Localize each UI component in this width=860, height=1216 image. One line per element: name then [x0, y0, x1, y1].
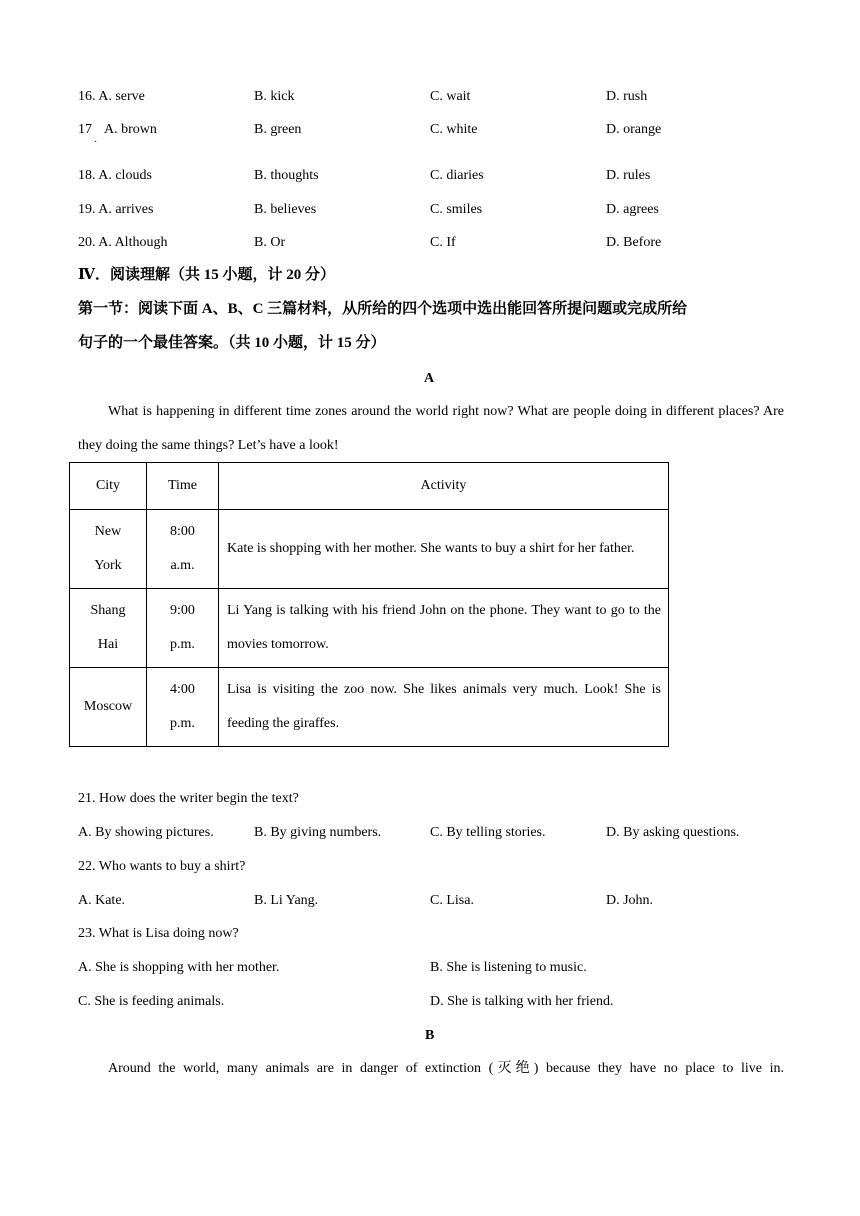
option-22b: B. Li Yang. — [254, 893, 319, 908]
part1-instruction-line1: 第一节：阅读下面 A、B、C 三篇材料，从所给的四个选项中选出能回答所提问题或完成所给 — [78, 301, 688, 317]
option-21a: A. By showing pictures. — [78, 825, 214, 840]
activity-table — [69, 462, 669, 747]
table-row — [70, 589, 669, 668]
option-19b: B. believes — [254, 202, 317, 217]
option-16d: D. rush — [606, 89, 648, 104]
stray-dot: · — [94, 137, 98, 148]
option-22a: A. Kate. — [78, 893, 126, 908]
header-city: City — [70, 463, 147, 510]
option-16a: 16. A. serve — [78, 89, 145, 104]
option-20d: D. Before — [606, 235, 662, 250]
option-19c: C. smiles — [430, 202, 483, 217]
header-activity: Activity — [219, 463, 669, 510]
cell-activity: Lisa is visiting the zoo now. She likes animals very much. Look! She is feeding the giraffes. — [219, 668, 669, 747]
option-21d: D. By asking questions. — [606, 825, 740, 840]
option-16b: B. kick — [254, 89, 295, 104]
option-20b: B. Or — [254, 235, 286, 250]
question-21: 21. How does the writer begin the text? — [78, 791, 299, 806]
option-21c: C. By telling stories. — [430, 825, 546, 840]
cell-time: 4:00 p.m. — [147, 668, 219, 747]
table-header-row — [70, 463, 669, 510]
option-18d: D. rules — [606, 168, 651, 183]
option-18c: C. diaries — [430, 168, 484, 183]
cell-activity: Kate is shopping with her mother. She wants to buy a shirt for her father. — [219, 510, 669, 589]
section-heading: Ⅳ．阅读理解（共 15 小题，计 20 分） — [78, 267, 336, 283]
table-row — [70, 668, 669, 747]
cell-time: 8:00 a.m. — [147, 510, 219, 589]
option-18b: B. thoughts — [254, 168, 319, 183]
option-17-number: 17 — [78, 122, 92, 137]
option-17b: B. green — [254, 122, 302, 137]
option-23b: B. She is listening to music. — [430, 960, 587, 975]
option-23d: D. She is talking with her friend. — [430, 994, 614, 1009]
part1-instruction-line2: 句子的一个最佳答案。（共 10 小题，计 15 分） — [78, 335, 386, 351]
passage-a-label: A — [424, 371, 435, 386]
passage-a-intro: What is happening in different time zones around the world right now? What are people doing in different places? Are they doing the same things? Let’s have a look! — [78, 404, 784, 453]
header-time: Time — [147, 463, 219, 510]
option-22c: C. Lisa. — [430, 893, 474, 908]
option-19d: D. agrees — [606, 202, 659, 217]
cell-city: Shang Hai — [70, 589, 147, 668]
option-16c: C. wait — [430, 89, 471, 104]
option-21b: B. By giving numbers. — [254, 825, 382, 840]
option-19a: 19. A. arrives — [78, 202, 154, 217]
option-17c: C. white — [430, 122, 478, 137]
passage-b-intro: Around the world, many animals are in danger of extinction (灭绝) because they have no place to live in. — [108, 1061, 784, 1076]
option-17d: D. orange — [606, 122, 662, 137]
option-20a: 20. A. Although — [78, 235, 168, 250]
question-23: 23. What is Lisa doing now? — [78, 926, 239, 941]
option-23c: C. She is feeding animals. — [78, 994, 225, 1009]
option-23a: A. She is shopping with her mother. — [78, 960, 280, 975]
option-18a: 18. A. clouds — [78, 168, 152, 183]
option-22d: D. John. — [606, 893, 654, 908]
cell-city: New York — [70, 510, 147, 589]
passage-b-label: B — [425, 1028, 435, 1043]
option-17a: A. brown — [104, 122, 157, 137]
question-22: 22. Who wants to buy a shirt? — [78, 859, 246, 874]
table-row — [70, 510, 669, 589]
cell-time: 9:00 p.m. — [147, 589, 219, 668]
cell-city: Moscow — [70, 668, 147, 747]
cell-activity: Li Yang is talking with his friend John on the phone. They want to go to the movies tomorrow. — [219, 589, 669, 668]
option-20c: C. If — [430, 235, 456, 250]
